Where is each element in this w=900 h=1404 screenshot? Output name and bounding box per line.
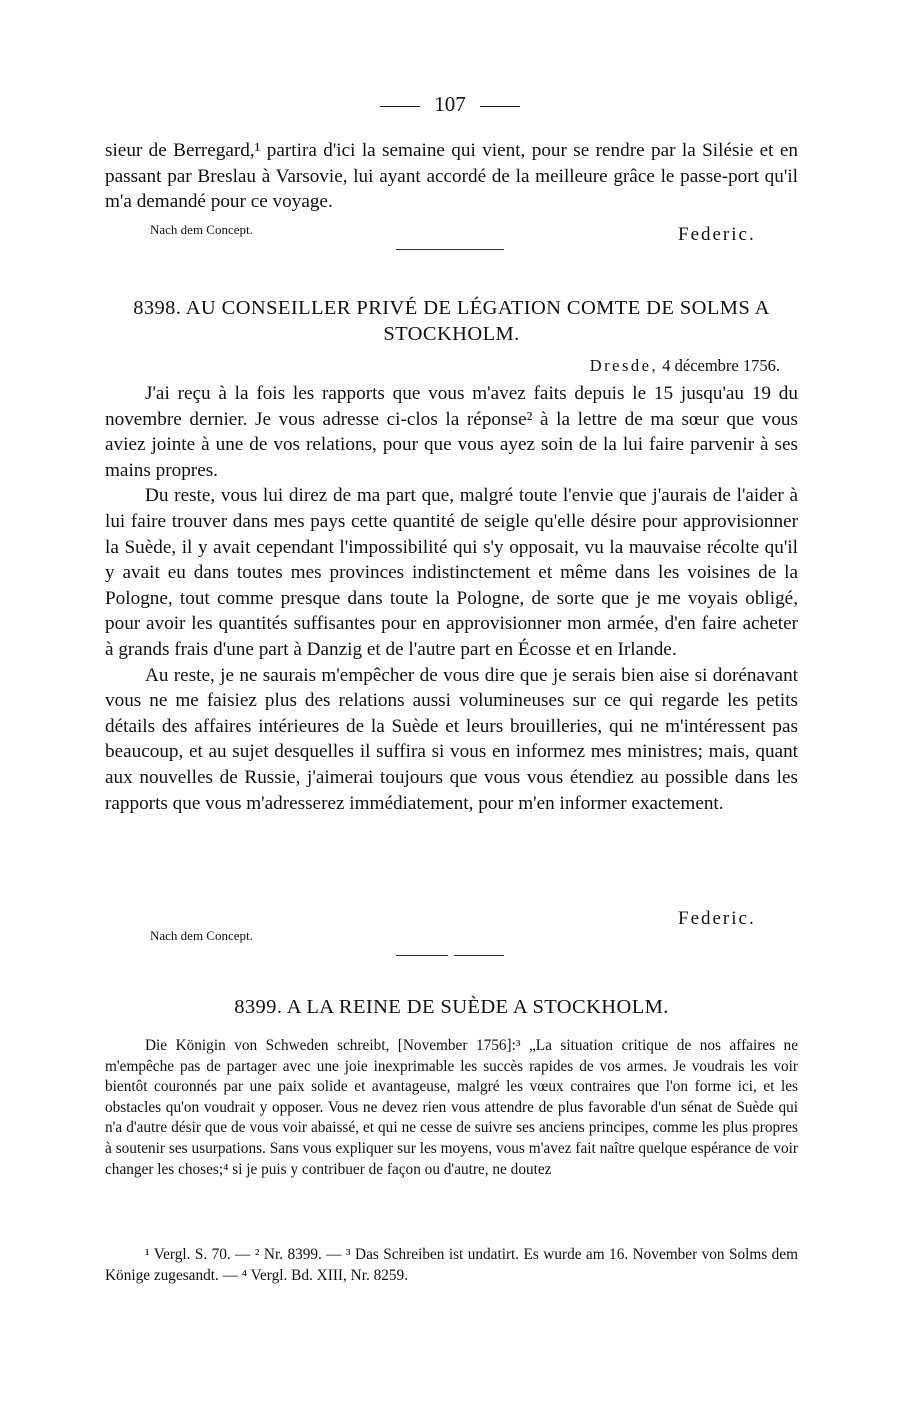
letter-8398-paragraph-2: Du reste, vous lui direz de ma part que, malgré toute l'envie que j'aurais de l'aider à lui faire trouver dans mes pays cette quantité de seigle qu'elle désire pour approvisionner la Suède, il y avait cependant l'impossibilité qui s'y opposait, vu la mauvaise récolte qu'il y avait eu dans toutes mes provinces indistinctement et même dans les voisines de la Pologne, tout comme presque dans toute la Pologne, de sorte que je me voyais obligé, pour avoir les quantités suffisantes pour en approvisionner mon armée, d'en faire acheter à grands frais d'une part à Danzig et de l'autre part en Écosse et en Irlande. [105, 485, 798, 660]
letter-8398-paragraph-1: J'ai reçu à la fois les rapports que vous m'avez faits depuis le 15 jusqu'au 19 du novembre dernier. Je vous adresse ci-clos la réponse² à la lettre de ma sœur que vous aviez jointe à une de vos relations, pour que vous ayez soin de la lui faire parvenir à ses mains propres. [105, 383, 798, 481]
letter-8398-signature: Federic. [678, 908, 756, 929]
header-dash-right [480, 106, 520, 107]
letter-8398-place: Dresde, [589, 356, 659, 375]
prior-letter-ending [105, 138, 798, 215]
letter-8399-heading: 8399. A LA REINE DE SUÈDE A STOCKHOLM. [234, 996, 669, 1018]
prior-letter-text: sieur de Berregard,¹ partira d'ici la semaine qui vient, pour se rendre par la Silésie et en passant par Breslau à Varsovie, lui ayant accordé de la meilleure grâce le passe-port qu'il m'a demandé pour ce voyage. [105, 140, 798, 213]
footnotes [105, 1245, 798, 1286]
footnotes-text: ¹ Vergl. S. 70. — ² Nr. 8399. — ³ Das Schreiben ist undatirt. Es wurde am 16. November von Solms dem Könige zugesandt. — ⁴ Vergl. Bd. XIII, Nr. 8259. [105, 1246, 798, 1284]
page-header [0, 92, 900, 117]
section-divider-left [396, 955, 448, 956]
letter-8398-source: Nach dem Concept. [150, 928, 253, 943]
letter-8398-heading: 8398. AU CONSEILLER PRIVÉ DE LÉGATION COMTE DE SOLMS A STOCKHOLM. [133, 297, 770, 345]
letter-8398-date: 4 décembre 1756. [662, 356, 780, 375]
letter-8398-body [105, 381, 798, 816]
header-dash-left [380, 106, 420, 107]
letter-8398-paragraph-3: Au reste, je ne saurais m'empêcher de vous dire que je serais bien aise si dorénavant vous ne me faisiez plus des relations aussi volumineuses sur ce qui regarde les petits détails des affaires intérieures de la Suède et leurs brouilleries, qui ne m'intéressent pas beaucoup, et au sujet desquelles il suffira si vous en informez mes ministres; mais, quant aux nouvelles de Russie, j'aimerai toujours que vous vous étendiez au possible dans les rapports que vous m'adresserez immédiatement, pour m'en informer exactement. [105, 664, 798, 814]
letter-8399-body [105, 1036, 798, 1180]
section-divider [396, 249, 504, 250]
section-divider-right [454, 955, 504, 956]
prior-letter-signature: Federic. [678, 224, 756, 245]
letter-8398-dateline [590, 356, 780, 376]
page-number: 107 [434, 92, 466, 116]
letter-8399-text: Die Königin von Schweden schreibt, [November 1756]:³ „La situation critique de nos affaires ne m'empêche pas de partager avec une joie inexprimable les succès rapides de vos armes. Je voudrais les voir bientôt couronnés par une paix solide et avantageuse, malgré les vœux contraires que l'on forme ici, et les obstacles qu'on voudrait y opposer. Vous ne devez rien vous attendre de plus favorable d'un sénat de Suède qui n'a d'autre désir que de vous voir abaissé, et qui ne cesse de suivre ses anciens principes, comme les plus propres à soutenir ses usurpations. Sans vous expliquer sur les moyens, vous m'avez fait naître quelque espérance de voir changer les choses;⁴ si je puis y contribuer de façon ou d'autre, ne doutez [105, 1037, 798, 1178]
prior-letter-source: Nach dem Concept. [150, 222, 253, 237]
